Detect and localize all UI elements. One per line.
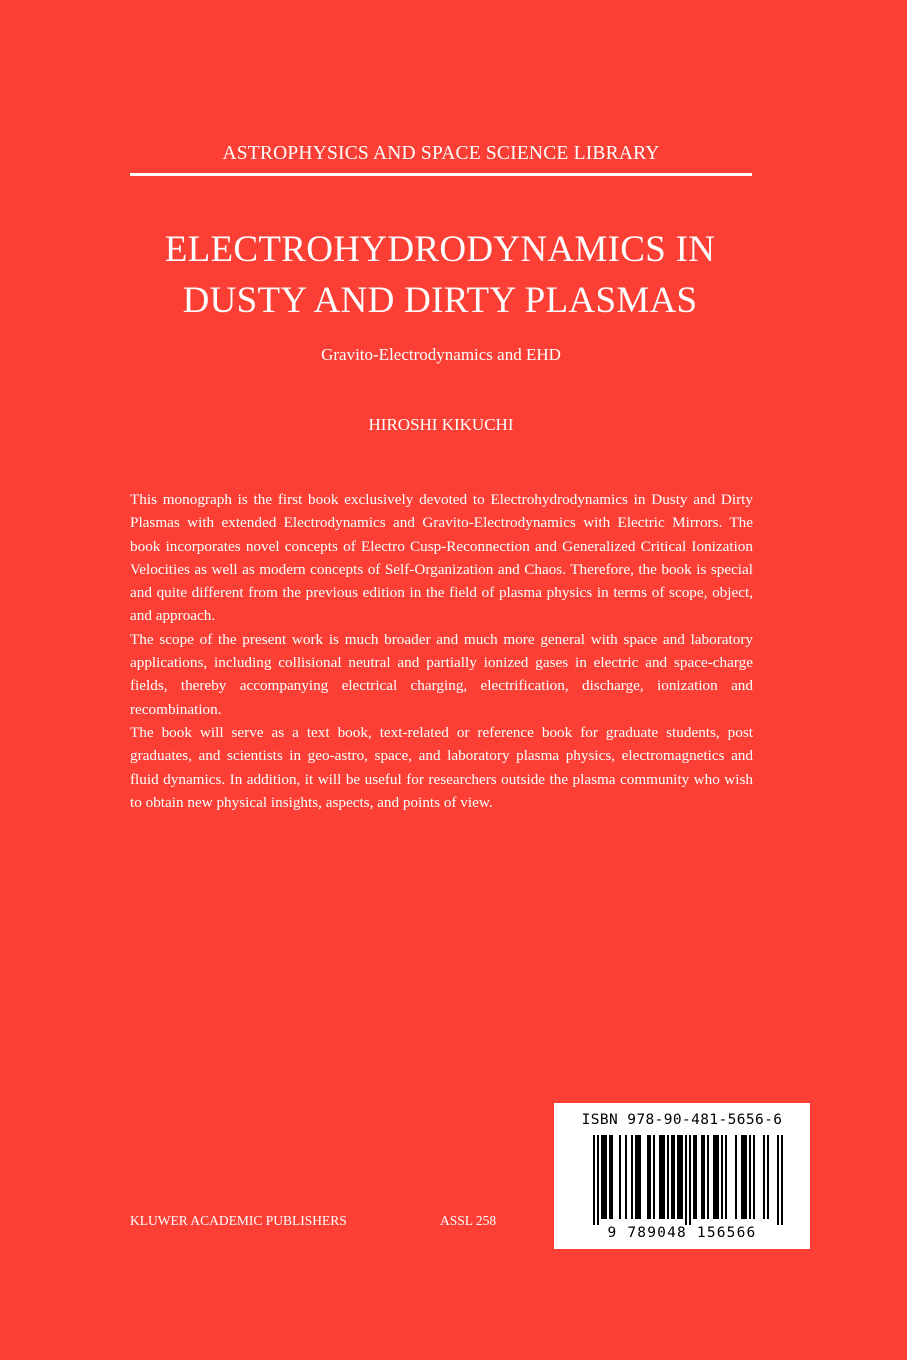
series-rule [130,173,752,176]
barcode-bar [735,1135,737,1219]
barcode-bar [635,1135,637,1219]
blurb-paragraph-1: This monograph is the first book exclusively devoted to Electrohydrodynamics in Dusty and Dirty Plasmas with extended Electrodynamics and Gravito-Electrodynamics with Electric Mirrors. The book incorporates novel concepts of Electro Cusp-Reconnection and Generalized Critical Ionization Velocities as well as modern concepts of Self-Organization and Chaos. Therefore, the book is special and quite different from the previous edition in the field of plasma physics in terms of scope, object, and approach. [130,491,753,625]
barcode-bar [743,1135,745,1219]
barcode-bar [721,1135,723,1219]
barcode-bar [707,1135,709,1219]
title-line-2: DUSTY AND DIRTY PLASMAS [182,280,698,321]
barcode-bar [663,1135,665,1219]
barcode-box [554,1103,810,1249]
ean-digits: 9 789048 156566 [607,1225,757,1241]
barcode-bar [745,1135,747,1219]
barcode-bar [649,1135,651,1219]
barcode-bar [673,1135,675,1219]
barcode-bar [677,1135,679,1219]
barcode-bar [605,1135,607,1219]
barcode-bar [741,1135,743,1219]
barcode-bar [749,1135,751,1219]
barcode-bar [703,1135,705,1219]
blurb-paragraph-2: The scope of the present work is much broader and much more general with space and laboratory applications, including collisional neutral and partially ionized gases in electric and space-charge fields, thereby accompanying electrical charging, electrification, discharge, ionization and recombination. [130,630,753,718]
barcode-bar [767,1135,769,1219]
publisher-name: KLUWER ACADEMIC PUBLISHERS [130,1213,347,1228]
isbn-text: ISBN 978-90-481-5656-6 [581,1112,783,1128]
barcode-bar [715,1135,717,1219]
barcode-bar [671,1135,673,1219]
barcode-bar [701,1135,703,1219]
barcode-bar [637,1135,639,1219]
barcode-bar [609,1135,611,1219]
barcode-bar [725,1135,727,1219]
barcode-bar [679,1135,681,1219]
author-name: HIROSHI KIKUCHI [368,415,514,434]
barcode-bar [603,1135,605,1219]
barcode-bar [781,1135,783,1225]
barcode-bar [681,1135,683,1219]
barcode-bar [601,1135,603,1219]
barcode-bar [661,1135,663,1219]
barcode-bar [619,1135,621,1219]
blurb-paragraph-3: The book will serve as a text book, text-related or reference book for graduate students, post graduates, and scientists in geo-astro, space, and laboratory plasma physics, electromagnetics and fluid dynamics. In addition, it will be useful for researchers outside the plasma community who wish to obtain new physical insights, aspects, and points of view. [130,723,753,811]
barcode-bar [659,1135,661,1219]
barcode-bar [667,1135,669,1219]
barcode-bar [593,1135,595,1225]
blurb [130,488,753,814]
barcode-bar [763,1135,765,1219]
book-title [100,224,780,326]
series-name: ASTROPHYSICS AND SPACE SCIENCE LIBRARY [222,143,660,164]
barcode-bar [713,1135,715,1219]
barcode-bar [695,1135,697,1219]
barcode-bar [717,1135,719,1219]
barcode-bar [685,1135,687,1225]
barcode-bar [693,1135,695,1219]
barcode-icon [554,1135,810,1225]
barcode-bar [631,1135,633,1219]
barcode-bar [647,1135,649,1219]
barcode-bar [777,1135,779,1225]
barcode-bar [597,1135,599,1225]
barcode-bar [625,1135,627,1219]
barcode-bar [753,1135,755,1219]
series-number: ASSL 258 [440,1213,497,1228]
book-subtitle: Gravito-Electrodynamics and EHD [321,345,561,364]
title-line-1: ELECTROHYDRODYNAMICS IN [164,229,716,270]
barcode-bar [653,1135,655,1219]
barcode-bar [611,1135,613,1219]
barcode-bar [639,1135,641,1219]
barcode-bar [689,1135,691,1225]
